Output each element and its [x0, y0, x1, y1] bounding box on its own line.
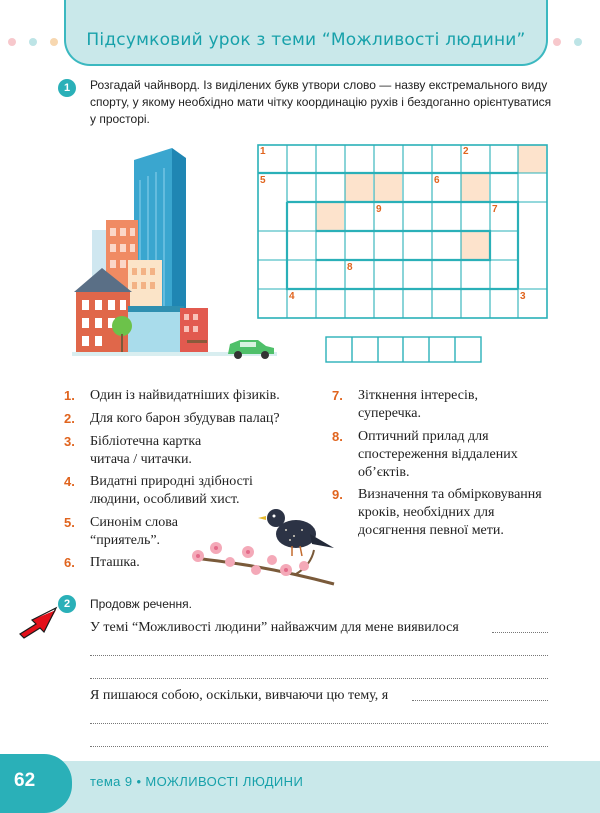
- clue-number: 2.: [64, 411, 75, 426]
- car: [228, 340, 274, 359]
- clue-text: Оптичний прилад для спостереження віддалених об’єктів.: [358, 429, 518, 480]
- clue-number: 5.: [64, 515, 75, 530]
- sentence-2-prompt: Я пишаюся собою, оскільки, вивчаючи цю тему, я: [90, 688, 389, 703]
- grid-number-4: 4: [289, 291, 295, 302]
- clue-number: 1.: [64, 388, 75, 403]
- grid-number-5: 5: [260, 175, 266, 186]
- footer-topic: тема 9 • МОЖЛИВОСТІ ЛЮДИНИ: [90, 774, 304, 789]
- page-title: Підсумковий урок з теми “Можливості людини”: [86, 30, 526, 50]
- task-2-instruction: Продовж речення.: [90, 597, 192, 611]
- clue-text: Зіткнення інтересів, суперечка.: [358, 388, 478, 421]
- answer-line[interactable]: [492, 632, 548, 633]
- grid-number-3: 3: [520, 291, 526, 302]
- task-1-badge: 1: [58, 79, 76, 97]
- starling-on-branch-illustration: [186, 500, 338, 586]
- grid-number-7: 7: [492, 204, 498, 215]
- answer-line[interactable]: [90, 746, 548, 747]
- city-illustration: [62, 140, 284, 362]
- page-number-block: [0, 754, 72, 813]
- answer-line[interactable]: [90, 655, 548, 656]
- clue-number: 7.: [332, 388, 343, 403]
- clue-text: Синонім слова “приятель”.: [90, 515, 178, 548]
- clue-number: 9.: [332, 487, 343, 502]
- grid-number-2: 2: [463, 146, 469, 157]
- sentence-1-prompt: У темі “Можливості людини” найважчим для мене виявилося: [90, 620, 459, 635]
- clue-text: Бібліотечна картка читача / читачки.: [90, 434, 202, 467]
- clue-number: 3.: [64, 434, 75, 449]
- clue-text: Видатні природні здібності людини, особливий хист.: [90, 474, 253, 507]
- page-number: 62: [14, 770, 36, 791]
- red-arrow-icon: [14, 606, 58, 640]
- clue-number: 4.: [64, 474, 75, 489]
- grid-number-9: 9: [376, 204, 382, 215]
- grid-number-1: 1: [260, 146, 266, 157]
- grid-number-6: 6: [434, 175, 440, 186]
- task-1-text: Розгадай чайнворд. Із виділених букв утвори слово — назву екстремального виду спорту, у якому необхідно мати чітку координацію рухів і бездоганно орієнтуватися у просторі.: [90, 78, 552, 126]
- task-2-badge: 2: [58, 595, 76, 613]
- clue-text: Пташка.: [90, 555, 140, 570]
- clue-text: Один із найвидатніших фізиків.: [90, 388, 280, 403]
- clue-text: Для кого барон збудував палац?: [90, 411, 280, 426]
- grid-number-8: 8: [347, 262, 353, 273]
- answer-line[interactable]: [90, 723, 548, 724]
- clue-number: 8.: [332, 429, 343, 444]
- clue-text: Визначення та обмірковування кроків, необхідних для досягнення певної мети.: [358, 487, 542, 538]
- clue-number: 6.: [64, 555, 75, 570]
- decorative-dots-left: [8, 38, 58, 46]
- answer-line[interactable]: [90, 678, 548, 679]
- answer-line[interactable]: [412, 700, 548, 701]
- decorative-dots-right: [553, 38, 582, 46]
